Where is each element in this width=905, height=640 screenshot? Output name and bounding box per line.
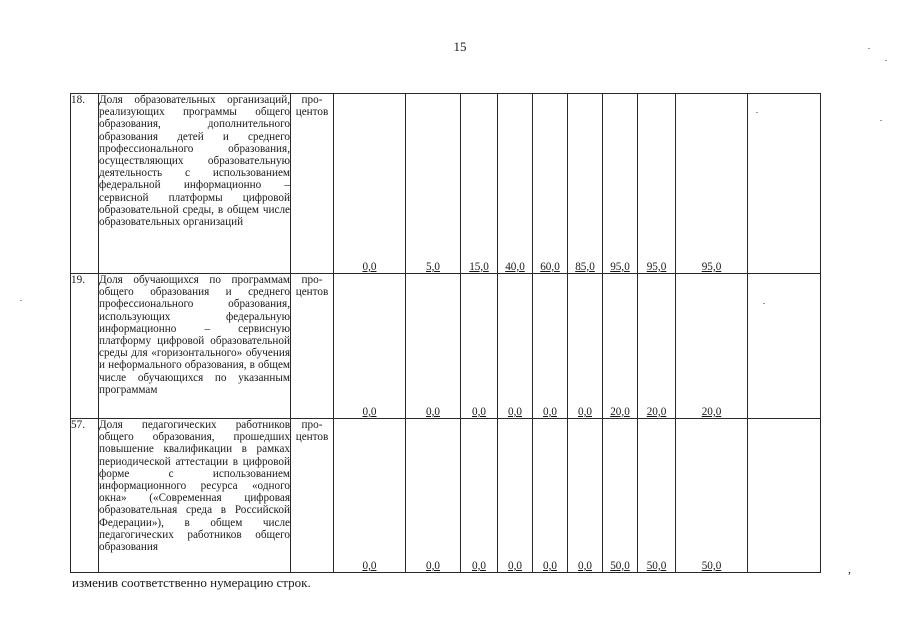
scan-speck — [763, 303, 765, 304]
value-text: 20,0 — [701, 405, 722, 418]
value-cell — [498, 419, 533, 573]
empty-cell — [748, 419, 821, 573]
scan-speck — [756, 112, 758, 113]
value-cell — [533, 94, 568, 274]
value-text: 20,0 — [610, 405, 630, 418]
value-cell — [498, 274, 533, 419]
value-text: 0,0 — [578, 559, 592, 572]
row-number: 18. — [71, 94, 99, 274]
value-text: 60,0 — [540, 260, 560, 273]
value-cell — [498, 94, 533, 274]
row-number: 19. — [71, 274, 99, 419]
trailing-comma: , — [848, 562, 851, 576]
value-cell — [533, 274, 568, 419]
value-text: 95,0 — [701, 260, 722, 273]
value-text: 0,0 — [508, 559, 522, 572]
value-cell — [334, 94, 406, 274]
value-cell — [603, 94, 638, 274]
value-text: 0,0 — [543, 405, 557, 418]
scan-speck — [885, 60, 887, 61]
value-text: 0,0 — [508, 405, 522, 418]
indicator-name-text: Доля педагогических работников общего образования, прошедших повышение квалификации в рамках периодической аттестации в цифровой форме с использованием информационного ресурса «одного окна» («Современная цифровая образовательная среда в Российской Федерации»), в общем числе педагогических работников общего образования — [99, 419, 290, 554]
value-cell — [406, 419, 461, 573]
indicator-name — [99, 94, 291, 274]
footer-text: изменив соответственно нумерацию строк. — [72, 575, 311, 590]
value-text: 0,0 — [362, 405, 377, 418]
value-cell — [676, 94, 748, 274]
value-text: 50,0 — [610, 559, 630, 572]
value-cell — [406, 94, 461, 274]
value-text: 0,0 — [426, 559, 440, 572]
empty-cell — [748, 94, 821, 274]
value-cell — [638, 94, 676, 274]
value-cell — [676, 274, 748, 419]
value-text: 0,0 — [362, 260, 377, 273]
value-cell — [603, 274, 638, 419]
value-cell — [461, 94, 498, 274]
value-text: 85,0 — [575, 260, 595, 273]
value-text: 0,0 — [578, 405, 592, 418]
indicator-name-text: Доля обучающихся по программам общего образования и среднего профессионального образования, использующих федеральную информационно – сервисную платформу цифровой образовательной среды для «горизонтального» обучения и неформального образования, в общем числе обучающихся по указанным программам — [99, 274, 290, 396]
unit-cell: про- центов — [291, 94, 334, 274]
value-text: 50,0 — [701, 559, 722, 572]
value-cell — [638, 274, 676, 419]
table-row — [71, 419, 821, 573]
value-text: 95,0 — [610, 260, 630, 273]
value-cell — [568, 274, 603, 419]
scan-speck — [868, 48, 870, 49]
indicators-table — [70, 93, 821, 573]
table-row — [71, 94, 821, 274]
value-text: 95,0 — [646, 260, 667, 273]
empty-cell — [748, 274, 821, 419]
value-text: 0,0 — [426, 405, 440, 418]
value-cell — [533, 419, 568, 573]
value-text: 5,0 — [426, 260, 440, 273]
value-cell — [568, 94, 603, 274]
value-cell — [334, 274, 406, 419]
indicator-name — [99, 274, 291, 419]
value-text: 0,0 — [543, 559, 557, 572]
unit-cell: про- центов — [291, 274, 334, 419]
value-cell — [568, 419, 603, 573]
value-text: 40,0 — [505, 260, 525, 273]
value-cell — [406, 274, 461, 419]
value-text: 0,0 — [362, 559, 377, 572]
row-number: 57. — [71, 419, 99, 573]
table-row — [71, 274, 821, 419]
value-text: 50,0 — [646, 559, 667, 572]
unit-cell: про- центов — [291, 419, 334, 573]
scan-speck — [20, 300, 22, 301]
value-text: 15,0 — [469, 260, 489, 273]
indicator-name-text: Доля образовательных организаций, реализующих программы общего образования, дополнительного образования детей и среднего профессионального образования, осуществляющих образовательную деятельность с использованием федеральной информационно – сервисной платформы цифровой образовательной среды, в общем числе образовательных организаций — [99, 94, 290, 229]
value-text: 20,0 — [646, 405, 667, 418]
value-text: 0,0 — [472, 405, 486, 418]
value-text: 0,0 — [472, 559, 486, 572]
value-cell — [603, 419, 638, 573]
value-cell — [334, 419, 406, 573]
value-cell — [638, 419, 676, 573]
scan-speck — [880, 120, 882, 121]
value-cell — [461, 419, 498, 573]
indicator-name — [99, 419, 291, 573]
page-number: 15 — [453, 39, 467, 54]
value-cell — [461, 274, 498, 419]
value-cell — [676, 419, 748, 573]
